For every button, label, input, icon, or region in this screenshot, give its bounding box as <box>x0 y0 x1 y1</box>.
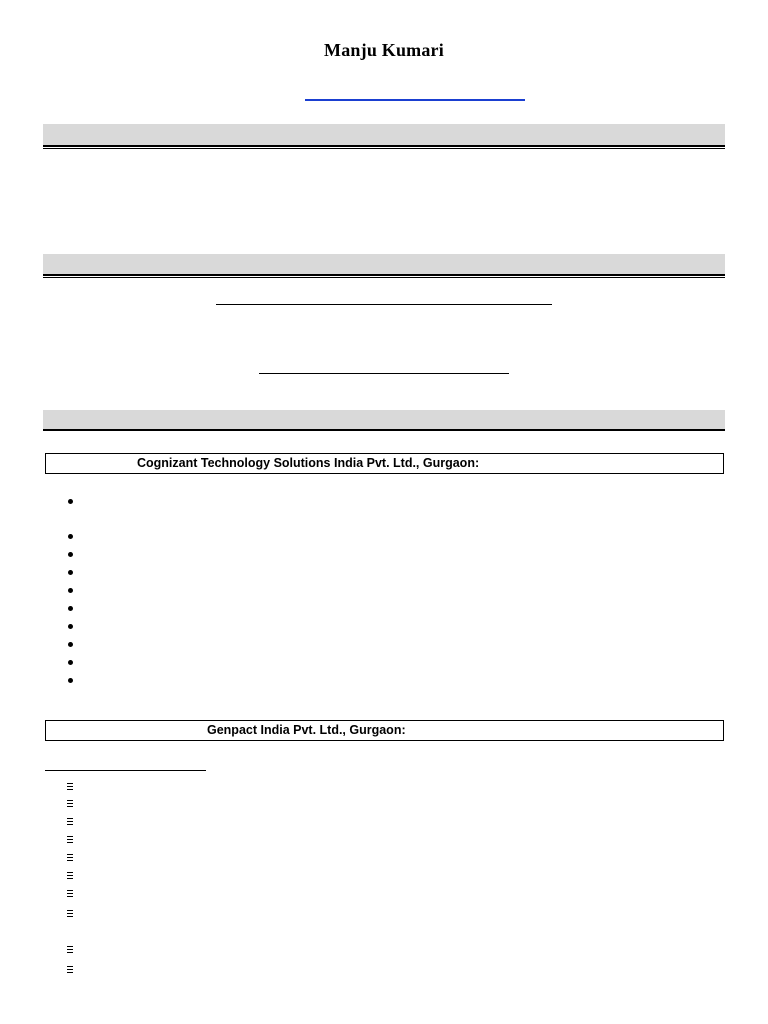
bullet-point <box>66 585 76 597</box>
section-header-band-1 <box>43 124 725 145</box>
bullet-point <box>66 621 76 633</box>
section-header-band-3 <box>43 410 725 431</box>
underlined-heading-1 <box>216 304 552 305</box>
section-rule-2a <box>43 274 725 276</box>
bullet-point <box>66 657 76 669</box>
section-rule-1a <box>43 145 725 147</box>
list-marker-icon <box>66 966 74 973</box>
email-link[interactable] <box>305 99 525 101</box>
list-marker-icon <box>66 783 74 790</box>
list-marker-icon <box>66 890 74 897</box>
list-marker-icon <box>66 836 74 843</box>
section-rule-2b <box>43 277 725 278</box>
underlined-heading-2 <box>259 373 509 374</box>
section-rule-3 <box>43 429 725 431</box>
bullet-point <box>66 531 76 543</box>
company-box-genpact <box>45 720 724 741</box>
bullet-point <box>66 496 76 508</box>
bullet-point <box>66 549 76 561</box>
company-name: Cognizant Technology Solutions India Pvt. Ltd., Gurgaon: <box>137 456 480 470</box>
candidate-name: Manju Kumari <box>324 40 444 60</box>
bullet-point <box>66 675 76 687</box>
list-marker-icon <box>66 872 74 879</box>
bullet-point <box>66 603 76 615</box>
list-marker-icon <box>66 910 74 917</box>
list-marker-icon <box>66 800 74 807</box>
list-marker-icon <box>66 818 74 825</box>
underlined-subheading <box>45 770 206 771</box>
list-marker-icon <box>66 946 74 953</box>
list-marker-icon <box>66 854 74 861</box>
company-name: Genpact India Pvt. Ltd., Gurgaon: <box>207 723 406 737</box>
bullet-point <box>66 639 76 651</box>
company-box-cognizant <box>45 453 724 474</box>
bullet-point <box>66 567 76 579</box>
section-rule-1b <box>43 148 725 149</box>
section-header-band-2 <box>43 254 725 275</box>
